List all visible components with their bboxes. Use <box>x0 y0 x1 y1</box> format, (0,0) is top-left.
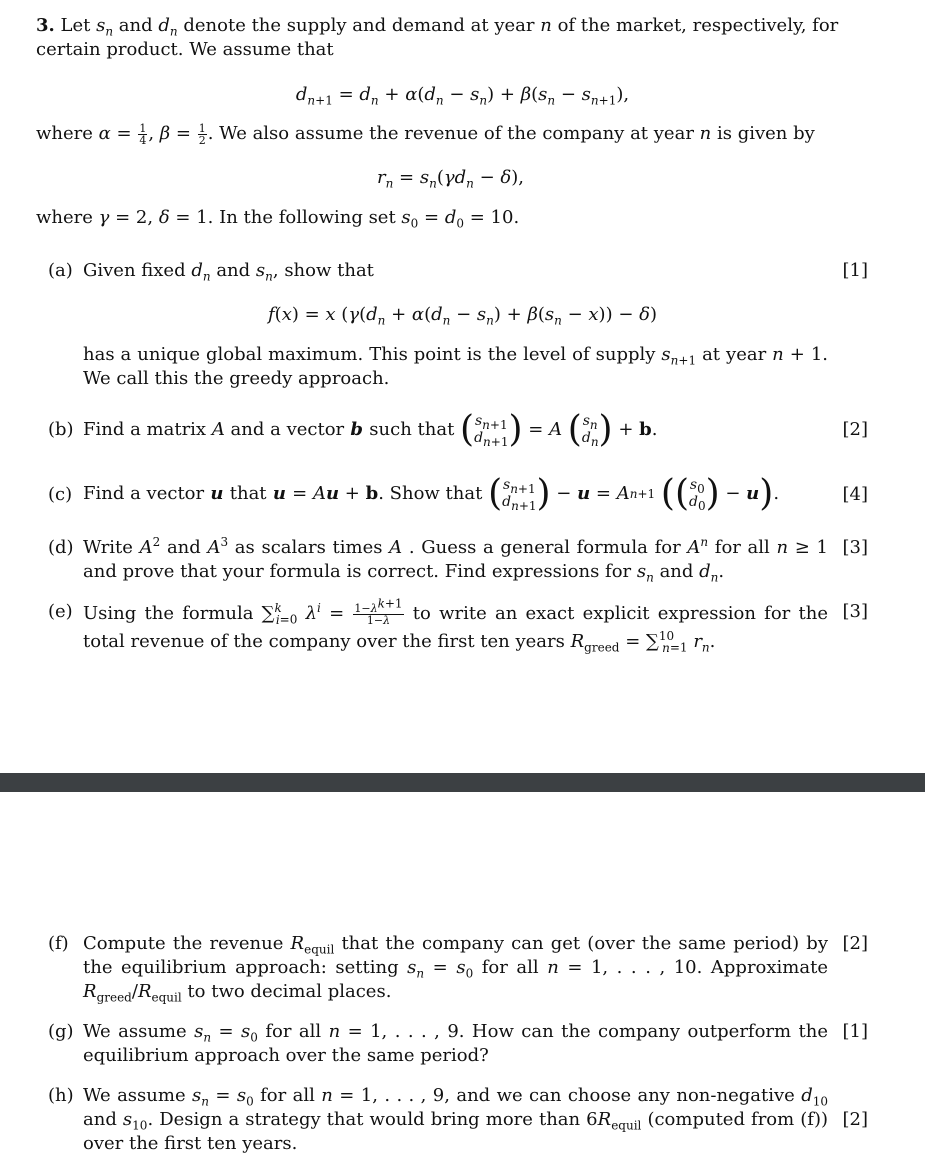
part-a-marks: [1] <box>842 260 868 281</box>
problem-intro: 3. Let $s_n$ and $d_n$ denote the supply and demand at year n of the market, respectively, for certain product. We assume that <box>36 15 839 60</box>
part-f-marks: [2] <box>842 933 868 954</box>
part-a-text-2: has a unique global maximum. This point is the level of supply $s_{n+1}$ at year n + 1. We call this the greedy approach. <box>83 344 828 389</box>
part-h-text: We assume $s_n = s_0$ for all n = 1, . . . , 9, and we can choose any non-negative $d_{10}$ and $s_{10}$. Design a strategy that would bring more than $6R_{equil}$ (computed from (f)) over the first ten years. <box>83 1085 828 1154</box>
problem-number: 3. <box>36 15 55 36</box>
part-e-label: (e) <box>48 601 73 622</box>
part-e-text: Using the formula ∑$^k_{i=0}$ $\lambda^i$ = $\frac{1-\lambda^{k+1}}{1-\lambda}$ to write an exact explicit expression for the total revenue of the company over the first ten years $R_{greed} = \sum^{10}_{n=1}$ $r_n$. <box>83 595 828 655</box>
part-d-marks: [3] <box>842 537 868 558</box>
part-h-label: (h) <box>48 1085 74 1106</box>
params2-line: where γ = 2, δ = 1. In the following set $s_0 = d_0 = 10$. <box>36 207 520 231</box>
part-f-label: (f) <box>48 933 69 954</box>
params-line: where α = $\frac{1}{4}$ , β = $\frac{1}{2}$ . We also assume the revenue of the company at year n is given by <box>36 121 815 147</box>
part-b-label: (b) <box>48 419 74 440</box>
part-g-marks: [1] <box>842 1021 868 1042</box>
part-a-equation: f(x) = x $(\gamma(d_n + \alpha(d_n - s_n) + \beta(s_n - x)) - \delta)$ <box>267 304 657 328</box>
part-g-label: (g) <box>48 1021 74 1042</box>
part-b-marks: [2] <box>842 419 868 440</box>
part-c-text: Find a vector u that u = A u + b . Show that ( $s_{n+1}$ $d_{n+1}$ ) − u = A n +1 ( ( $s_0$ $d_0$ ) − u ) . <box>83 473 780 514</box>
part-b-text: Find a matrix A and a vector b such that ( $s_{n+1}$ $d_{n+1}$ ) = A ( $s_n$ $d_n$ ) + b . <box>83 409 658 450</box>
part-a-label: (a) <box>48 260 73 281</box>
part-d-text: Write $A^2$ and $A^3$ as scalars times A . Guess a general formula for $A^n$ for all n ≥ 1 and prove that your formula is correct. Find expressions for $s_n$ and $d_n$. <box>83 535 828 585</box>
part-f-text: Compute the revenue $R_{equil}$ that the company can get (over the same period) by the equilibrium approach: setting $s_n = s_0$ for all n = 1, . . . , 10. Approximate $R_{greed}/R_{equil}$ to two decimal places. <box>83 933 828 1005</box>
part-h-marks: [2] <box>842 1109 868 1130</box>
part-c-label: (c) <box>48 484 73 505</box>
part-d-label: (d) <box>48 537 74 558</box>
page-separator <box>0 773 925 792</box>
demand-equation: $d_{n+1} = d_n + \alpha(d_n - s_n) + \beta(s_n - s_{n+1})$, <box>295 84 630 108</box>
revenue-equation: $r_n = s_n(\gamma d_n - \delta)$, <box>376 167 525 191</box>
part-e-marks: [3] <box>842 601 868 622</box>
part-c-marks: [4] <box>842 484 868 505</box>
part-a-text: Given fixed $d_n$ and $s_n$, show that <box>83 260 374 284</box>
part-g-text: We assume $s_n = s_0$ for all n = 1, . . . , 9. How can the company outperform the equilibrium approach over the same period? <box>83 1021 829 1066</box>
